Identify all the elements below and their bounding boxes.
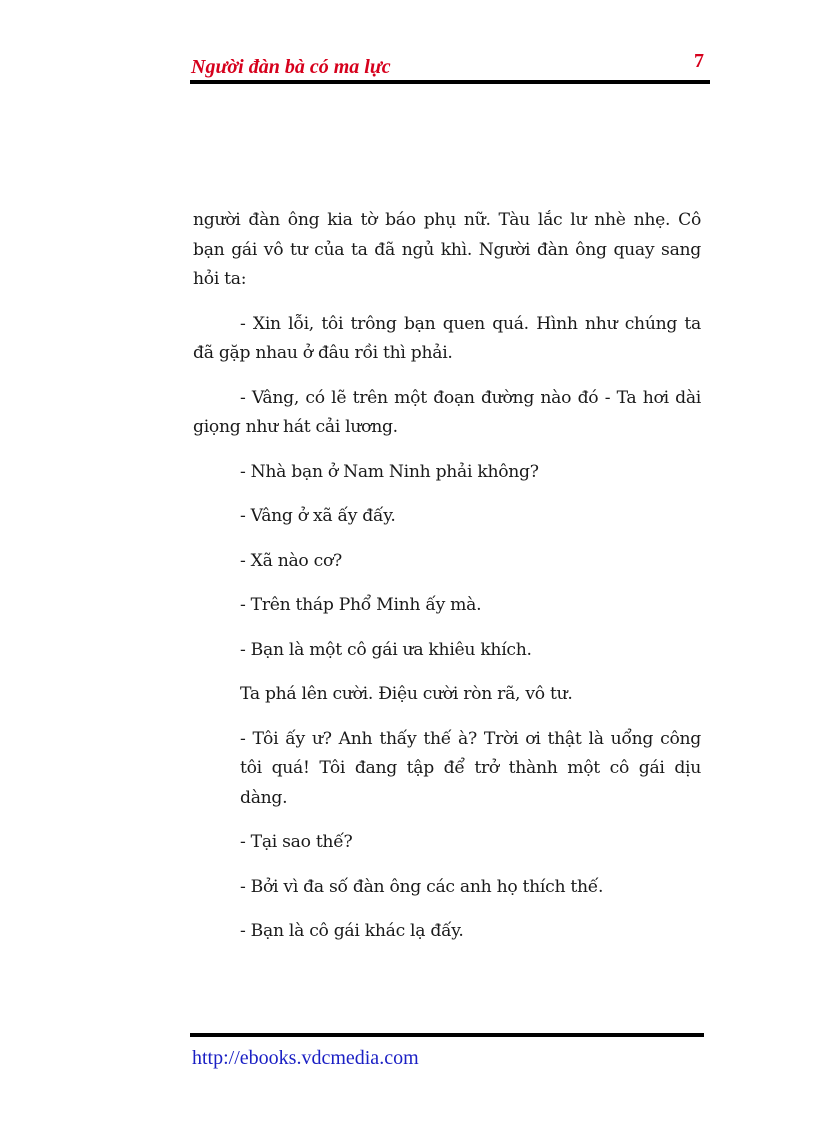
paragraph: - Bởi vì đa số đàn ông các anh họ thích thế. <box>240 876 604 897</box>
page-body <box>193 206 701 962</box>
footer-divider <box>190 1033 704 1037</box>
paragraph: - Trên tháp Phổ Minh ấy mà. <box>240 595 482 615</box>
paragraph: - Xin lỗi, tôi trông bạn quen quá. Hình như chúng ta đã gặp nhau ở đâu rồi thì phải. <box>193 313 701 363</box>
paragraph: - Vâng ở xã ấy đấy. <box>240 506 396 526</box>
paragraph: - Tôi ấy ư? Anh thấy thế à? Trời ơi thật là uổng công tôi quá! Tôi đang tập để trở thành một cô gái dịu dàng. <box>240 728 701 808</box>
book-title: Người đàn bà có ma lực <box>191 56 391 78</box>
paragraph: người đàn ông kia tờ báo phụ nữ. Tàu lắc lư nhè nhẹ. Cô bạn gái vô tư của ta đã ngủ khì. Người đàn ông quay sang hỏi ta: <box>193 210 701 289</box>
header-divider <box>190 80 710 84</box>
paragraph: - Bạn là một cô gái ưa khiêu khích. <box>240 639 532 660</box>
page-number: 7 <box>694 50 704 72</box>
paragraph: Ta phá lên cười. Điệu cười ròn rã, vô tư. <box>240 684 573 704</box>
paragraph: - Tại sao thế? <box>240 832 353 852</box>
paragraph: - Vâng, có lẽ trên một đoạn đường nào đó - Ta hơi dài giọng như hát cải lương. <box>193 387 701 437</box>
website-link[interactable]: http://ebooks.vdcmedia.com <box>192 1047 419 1069</box>
paragraph: - Bạn là cô gái khác lạ đấy. <box>240 921 464 941</box>
paragraph: - Nhà bạn ở Nam Ninh phải không? <box>240 461 539 482</box>
paragraph: - Xã nào cơ? <box>240 550 342 571</box>
